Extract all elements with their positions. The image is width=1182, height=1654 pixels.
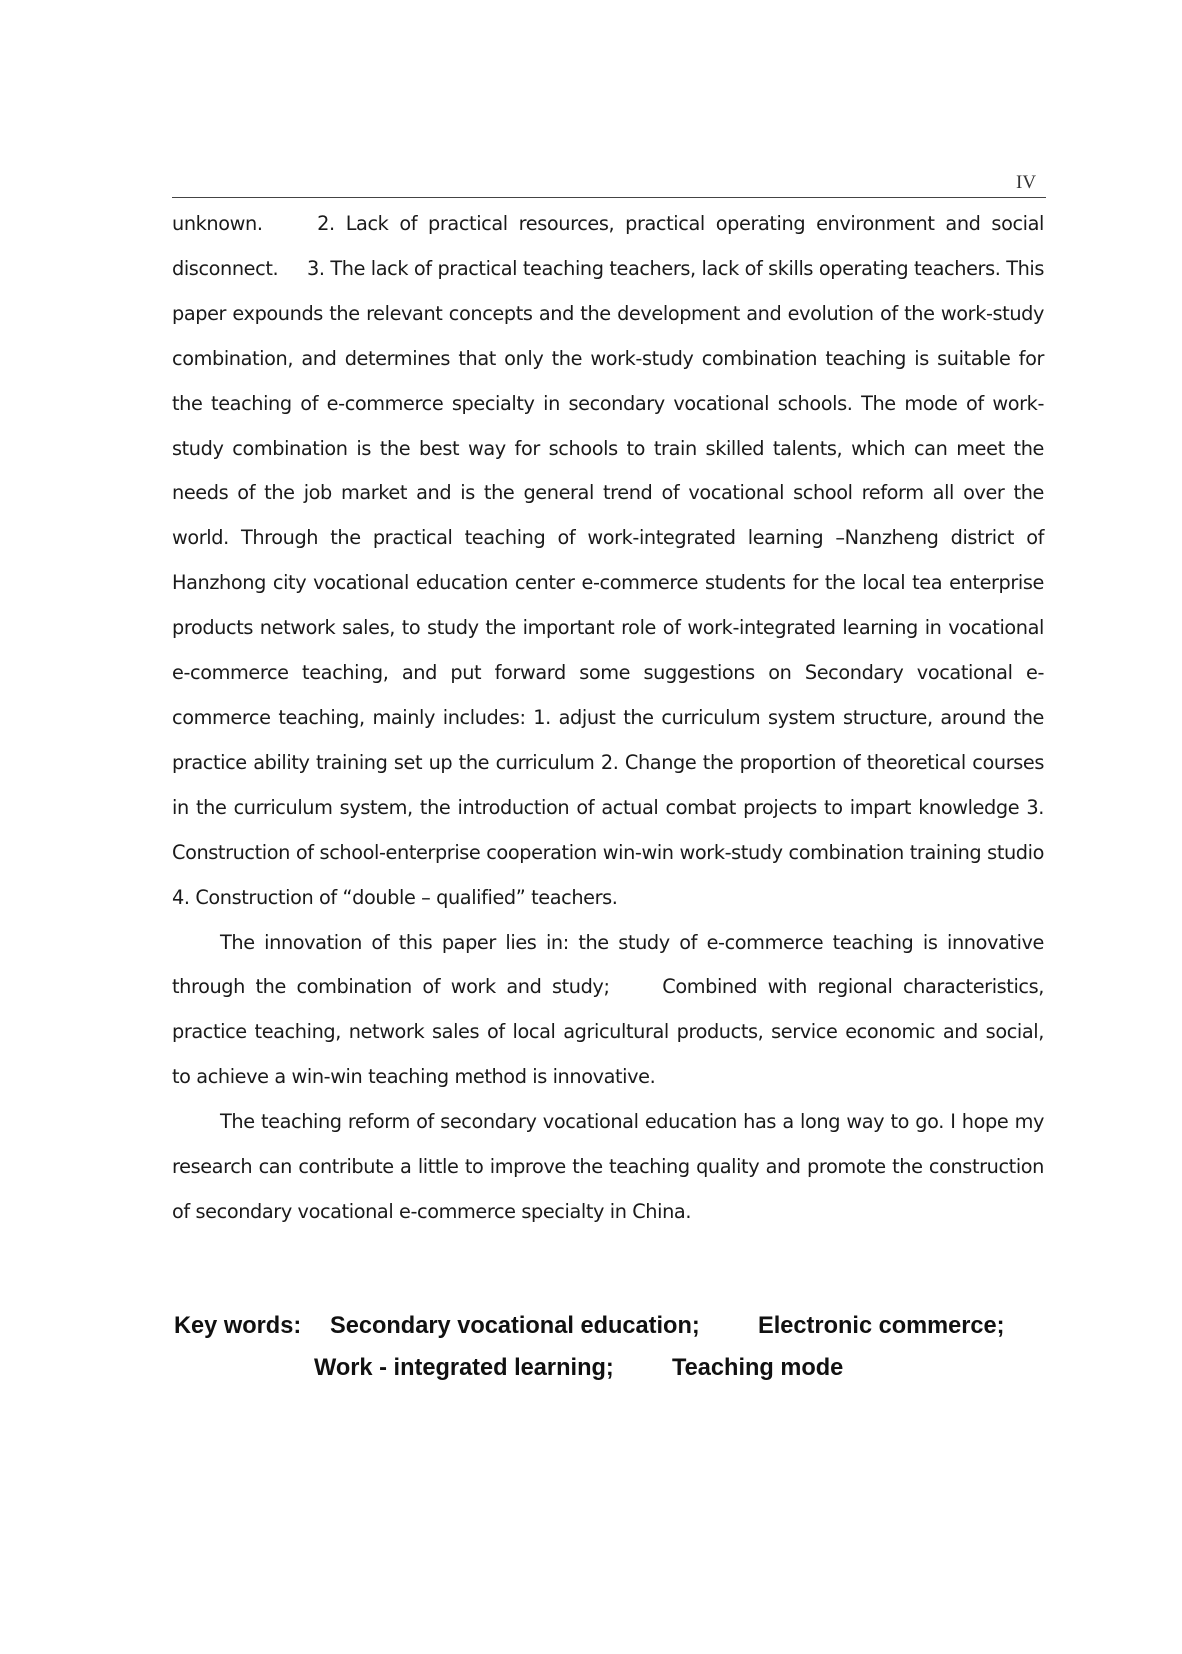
abstract-paragraph-1: unknown. 2. Lack of practical resources, practical operating environment and social disconnect. 3. The lack of practical teaching teachers, lack of skills operating teachers. This paper expounds the relevant concepts and the development and evolution of the work-study combination, and determines that only the work-study combination teaching is suitable for the teaching of e-commerce specialty in secondary vocational schools. The mode of work-study combination is the best way for schools to train skilled talents, which can meet the needs of the job market and is the general trend of vocational school reform all over the world. Through the practical teaching of work-integrated learning –Nanzheng district of Hanzhong city vocational education center e-commerce students for the local tea enterprise products network sales, to study the important role of work-integrated learning in vocational e-commerce teaching, and put forward some suggestions on Secondary vocational e-commerce teaching, mainly includes: 1. adjust the curriculum system structure, around the practice ability training set up the curriculum 2. Change the proportion of theoretical courses in the curriculum system, the introduction of actual combat projects to impart knowledge 3. Construction of school-enterprise cooperation win-win work-study combination training studio 4. Construction of “double – qualified” teachers. [172, 212, 1044, 909]
keywords-section [174, 1313, 1046, 1397]
keyword-4: Teaching mode [672, 1355, 844, 1381]
header-rule [172, 197, 1046, 198]
keywords-label: Key words: [174, 1313, 302, 1339]
keyword-1: Secondary vocational education; [330, 1313, 700, 1339]
page-number: IV [1016, 172, 1037, 193]
keyword-2: Electronic commerce; [758, 1313, 1005, 1339]
keywords-line-1 [174, 1313, 1046, 1355]
abstract-paragraph-2: The innovation of this paper lies in: the study of e-commerce teaching is innovative through the combination of work and study; Combined with regional characteristics, practice teaching, network sales of local agricultural products, service economic and social, to achieve a win-win teaching method is innovative. [172, 930, 1044, 1089]
abstract-paragraph-3: The teaching reform of secondary vocational education has a long way to go. I hope my research can contribute a little to improve the teaching quality and promote the construction of secondary vocational e-commerce specialty in China. [172, 1110, 1044, 1223]
keyword-3: Work - integrated learning; [314, 1355, 614, 1381]
keywords-line-2 [174, 1355, 1046, 1397]
abstract-body [172, 202, 1044, 1235]
